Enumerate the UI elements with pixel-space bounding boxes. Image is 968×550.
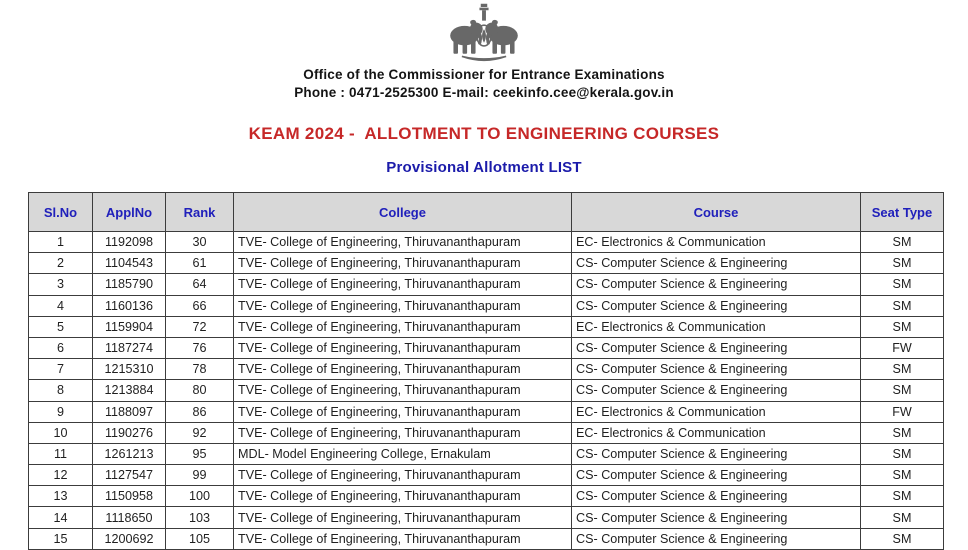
- cell-slno: 3: [29, 274, 93, 295]
- cell-course: CS- Computer Science & Engineering: [572, 380, 861, 401]
- column-header-seat-type: Seat Type: [861, 193, 944, 232]
- cell-rank: 72: [166, 316, 234, 337]
- cell-applno: 1200692: [93, 528, 166, 549]
- cell-slno: 10: [29, 422, 93, 443]
- column-header-applno: ApplNo: [93, 193, 166, 232]
- table-row: [29, 465, 944, 486]
- cell-college: TVE- College of Engineering, Thiruvananthapuram: [234, 253, 572, 274]
- cell-seat-type: FW: [861, 401, 944, 422]
- table-header-row: [29, 193, 944, 232]
- cell-rank: 86: [166, 401, 234, 422]
- cell-college: TVE- College of Engineering, Thiruvananthapuram: [234, 337, 572, 358]
- cell-course: EC- Electronics & Communication: [572, 401, 861, 422]
- cell-college: TVE- College of Engineering, Thiruvananthapuram: [234, 422, 572, 443]
- cell-seat-type: SM: [861, 528, 944, 549]
- page-subtitle: Provisional Allotment LIST: [386, 159, 582, 176]
- cell-applno: 1190276: [93, 422, 166, 443]
- cell-slno: 8: [29, 380, 93, 401]
- cell-seat-type: SM: [861, 232, 944, 253]
- cell-college: TVE- College of Engineering, Thiruvananthapuram: [234, 528, 572, 549]
- column-header-rank: Rank: [166, 193, 234, 232]
- cell-rank: 61: [166, 253, 234, 274]
- allotment-table: [28, 192, 944, 550]
- cell-slno: 15: [29, 528, 93, 549]
- cell-course: CS- Computer Science & Engineering: [572, 528, 861, 549]
- column-header-course: Course: [572, 193, 861, 232]
- cell-slno: 4: [29, 295, 93, 316]
- cell-rank: 103: [166, 507, 234, 528]
- cell-slno: 11: [29, 443, 93, 464]
- cell-rank: 95: [166, 443, 234, 464]
- cell-rank: 30: [166, 232, 234, 253]
- allotment-table-body: [29, 232, 944, 550]
- cell-applno: 1118650: [93, 507, 166, 528]
- cell-college: MDL- Model Engineering College, Ernakulam: [234, 443, 572, 464]
- cell-rank: 99: [166, 465, 234, 486]
- cell-course: CS- Computer Science & Engineering: [572, 274, 861, 295]
- cell-applno: 1192098: [93, 232, 166, 253]
- cell-applno: 1187274: [93, 337, 166, 358]
- cell-slno: 2: [29, 253, 93, 274]
- cell-slno: 5: [29, 316, 93, 337]
- column-header-slno: Sl.No: [29, 193, 93, 232]
- cell-rank: 92: [166, 422, 234, 443]
- cell-rank: 80: [166, 380, 234, 401]
- column-header-college: College: [234, 193, 572, 232]
- cell-slno: 13: [29, 486, 93, 507]
- cell-slno: 6: [29, 337, 93, 358]
- cell-slno: 12: [29, 465, 93, 486]
- cell-course: CS- Computer Science & Engineering: [572, 465, 861, 486]
- table-row: [29, 337, 944, 358]
- cell-college: TVE- College of Engineering, Thiruvananthapuram: [234, 401, 572, 422]
- cell-seat-type: SM: [861, 422, 944, 443]
- cell-seat-type: SM: [861, 443, 944, 464]
- cell-course: CS- Computer Science & Engineering: [572, 295, 861, 316]
- cell-seat-type: SM: [861, 380, 944, 401]
- cell-college: TVE- College of Engineering, Thiruvananthapuram: [234, 507, 572, 528]
- cell-rank: 105: [166, 528, 234, 549]
- cell-rank: 78: [166, 359, 234, 380]
- cell-seat-type: SM: [861, 507, 944, 528]
- cell-applno: 1127547: [93, 465, 166, 486]
- cell-applno: 1215310: [93, 359, 166, 380]
- cell-college: TVE- College of Engineering, Thiruvananthapuram: [234, 380, 572, 401]
- cell-seat-type: SM: [861, 465, 944, 486]
- cell-course: CS- Computer Science & Engineering: [572, 443, 861, 464]
- table-row: [29, 422, 944, 443]
- cell-applno: 1188097: [93, 401, 166, 422]
- cell-applno: 1150958: [93, 486, 166, 507]
- cell-rank: 76: [166, 337, 234, 358]
- cell-college: TVE- College of Engineering, Thiruvananthapuram: [234, 359, 572, 380]
- page-title: KEAM 2024 - ALLOTMENT TO ENGINEERING COURSES: [248, 124, 720, 143]
- cell-course: CS- Computer Science & Engineering: [572, 486, 861, 507]
- table-row: [29, 507, 944, 528]
- cell-course: CS- Computer Science & Engineering: [572, 507, 861, 528]
- cell-seat-type: SM: [861, 486, 944, 507]
- cell-course: CS- Computer Science & Engineering: [572, 337, 861, 358]
- cell-slno: 1: [29, 232, 93, 253]
- cell-applno: 1104543: [93, 253, 166, 274]
- table-row: [29, 443, 944, 464]
- cell-course: CS- Computer Science & Engineering: [572, 359, 861, 380]
- table-row: [29, 380, 944, 401]
- cell-college: TVE- College of Engineering, Thiruvananthapuram: [234, 295, 572, 316]
- cell-rank: 66: [166, 295, 234, 316]
- table-row: [29, 316, 944, 337]
- cell-seat-type: SM: [861, 274, 944, 295]
- cell-rank: 64: [166, 274, 234, 295]
- office-name: Office of the Commissioner for Entrance Examinations: [303, 67, 665, 82]
- cell-applno: 1159904: [93, 316, 166, 337]
- cell-seat-type: SM: [861, 253, 944, 274]
- table-row: [29, 274, 944, 295]
- table-row: [29, 486, 944, 507]
- cell-rank: 100: [166, 486, 234, 507]
- document-masthead: [0, 0, 968, 100]
- cell-college: TVE- College of Engineering, Thiruvananthapuram: [234, 465, 572, 486]
- cell-applno: 1213884: [93, 380, 166, 401]
- cell-course: EC- Electronics & Communication: [572, 232, 861, 253]
- kerala-government-emblem-icon: [445, 3, 523, 63]
- cell-college: TVE- College of Engineering, Thiruvananthapuram: [234, 232, 572, 253]
- table-row: [29, 359, 944, 380]
- table-row: [29, 253, 944, 274]
- cell-seat-type: SM: [861, 316, 944, 337]
- cell-applno: 1261213: [93, 443, 166, 464]
- cell-college: TVE- College of Engineering, Thiruvananthapuram: [234, 316, 572, 337]
- cell-seat-type: SM: [861, 359, 944, 380]
- cell-seat-type: SM: [861, 295, 944, 316]
- cell-course: CS- Computer Science & Engineering: [572, 253, 861, 274]
- cell-college: TVE- College of Engineering, Thiruvananthapuram: [234, 486, 572, 507]
- cell-applno: 1160136: [93, 295, 166, 316]
- cell-course: EC- Electronics & Communication: [572, 316, 861, 337]
- table-row: [29, 401, 944, 422]
- table-row: [29, 232, 944, 253]
- cell-college: TVE- College of Engineering, Thiruvananthapuram: [234, 274, 572, 295]
- contact-line: Phone : 0471-2525300 E-mail: ceekinfo.cee@kerala.gov.in: [294, 85, 674, 100]
- cell-seat-type: FW: [861, 337, 944, 358]
- cell-course: EC- Electronics & Communication: [572, 422, 861, 443]
- cell-slno: 14: [29, 507, 93, 528]
- cell-slno: 7: [29, 359, 93, 380]
- cell-slno: 9: [29, 401, 93, 422]
- table-row: [29, 295, 944, 316]
- cell-applno: 1185790: [93, 274, 166, 295]
- table-row: [29, 528, 944, 549]
